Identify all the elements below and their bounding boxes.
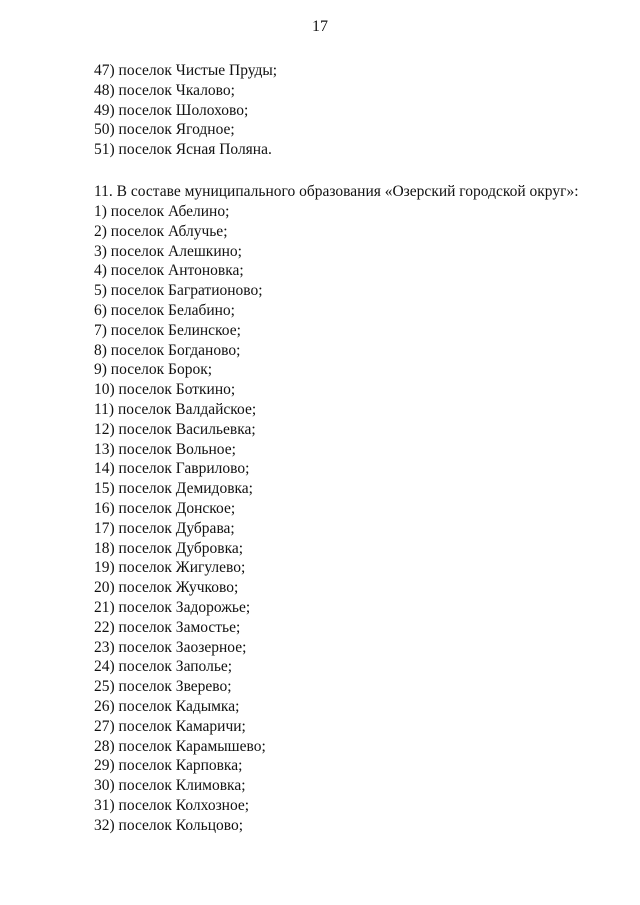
list-item: 25) поселок Зверево; (94, 678, 232, 696)
list-item: 51) поселок Ясная Поляна. (94, 141, 272, 159)
list-item: 3) поселок Алешкино; (94, 242, 242, 260)
list-item: 17) поселок Дубрава; (94, 519, 235, 537)
list-item: 47) поселок Чистые Пруды; (94, 62, 278, 79)
page-number: 17 (312, 18, 328, 35)
list-item: 49) поселок Шолохово; (94, 101, 249, 119)
list-item: 9) поселок Борок; (94, 361, 213, 379)
settlement-list-ozersky (94, 202, 266, 836)
list-item: 30) поселок Климовка; (94, 777, 246, 795)
list-item: 11) поселок Валдайское; (94, 400, 257, 418)
list-item: 32) поселок Кольцово; (94, 816, 244, 834)
list-item: 20) поселок Жучково; (94, 579, 239, 597)
list-item: 27) поселок Камаричи; (94, 717, 246, 735)
list-item: 50) поселок Ягодное; (94, 121, 235, 139)
list-item: 23) поселок Заозерное; (94, 638, 247, 656)
list-item: 22) поселок Замостье; (94, 618, 241, 636)
list-item: 15) поселок Демидовка; (94, 480, 253, 498)
list-item: 18) поселок Дубровка; (94, 539, 244, 557)
list-item: 6) поселок Белабино; (94, 301, 235, 319)
list-item: 4) поселок Антоновка; (94, 262, 244, 280)
list-item: 31) поселок Колхозное; (94, 796, 250, 814)
list-item: 13) поселок Вольное; (94, 440, 236, 458)
list-item: 8) поселок Богданово; (94, 341, 241, 359)
list-item: 48) поселок Чкалово; (94, 81, 235, 99)
section-heading: 11. В составе муниципального образования «Озерский городской округ»: (94, 183, 579, 200)
list-item: 10) поселок Боткино; (94, 381, 236, 399)
list-item: 16) поселок Донское; (94, 499, 236, 517)
list-item: 2) поселок Аблучье; (94, 222, 228, 240)
settlement-list-continued (94, 61, 277, 160)
list-item: 14) поселок Гаврилово; (94, 460, 250, 478)
list-item: 21) поселок Задорожье; (94, 598, 251, 616)
list-item: 7) поселок Белинское; (94, 321, 241, 339)
list-item: 12) поселок Васильевка; (94, 420, 256, 438)
list-item: 28) поселок Карамышево; (94, 737, 266, 755)
list-item: 24) поселок Заполье; (94, 658, 233, 676)
list-item: 26) поселок Кадымка; (94, 697, 240, 715)
list-item: 5) поселок Багратионово; (94, 282, 263, 300)
list-item: 1) поселок Абелино; (94, 203, 230, 220)
list-item: 19) поселок Жигулево; (94, 559, 246, 577)
list-item: 29) поселок Карповка; (94, 757, 243, 775)
